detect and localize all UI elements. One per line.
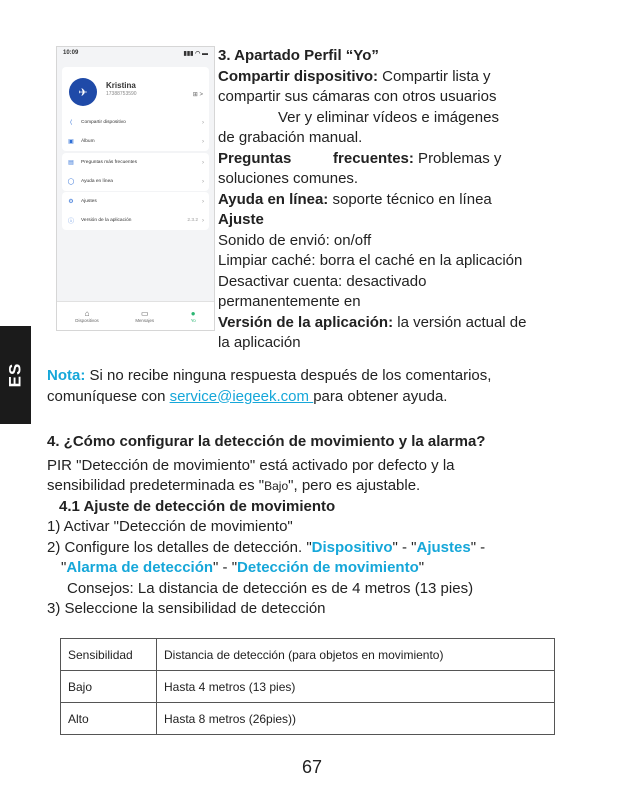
menu-item-label: Versión de la aplicación (81, 218, 132, 223)
text: " - (470, 538, 486, 556)
text: " - " (213, 559, 238, 576)
note-line-1 (47, 366, 607, 387)
album-text-2: de grabación manual. (218, 129, 363, 146)
status-icons: ▮▮▮ ◠ ▬ (183, 51, 208, 57)
table-row (61, 703, 555, 735)
app-version-value: 2.3.2 (187, 218, 198, 223)
faq-text-2: soluciones comunes. (218, 170, 359, 187)
share-text-2: compartir sus cámaras con otros usuarios (218, 88, 497, 105)
menu-item-label: Álbum (81, 139, 95, 144)
album-icon: ▣ (68, 139, 74, 145)
menu-item-label: Ayuda en línea (81, 179, 113, 184)
help-text: soporte técnico en línea (328, 190, 492, 208)
share-icon: ⟨ (69, 120, 73, 126)
menu-item-label: Ajustes (81, 199, 97, 204)
path-alarma: Alarma de detección (66, 559, 214, 576)
chevron-right-icon: › (202, 119, 204, 126)
default-sensitivity: Bajo (264, 479, 289, 493)
bottom-tab-bar (57, 301, 214, 330)
section-4-line-2 (47, 476, 607, 497)
profile-id: 17388753590 (106, 91, 137, 97)
chevron-right-icon: › (202, 198, 204, 205)
qr-code-icon[interactable]: ⊞ > (192, 92, 203, 98)
share-label: Compartir dispositivo: (218, 67, 379, 85)
step-2 (47, 538, 607, 559)
support-email-link[interactable]: service@iegeek.com (169, 387, 314, 405)
album-text: Ver y eliminar vídeos e imágenes (278, 108, 499, 126)
version-text-2: la aplicación (218, 334, 301, 351)
section-4 (47, 432, 607, 620)
chevron-right-icon: › (202, 159, 204, 166)
note-text: Si no recibe ninguna respuesta después de los comentarios, (85, 367, 492, 384)
share-text: Compartir lista y (378, 67, 491, 85)
version-label: Versión de la aplicación: (218, 313, 394, 331)
text: ", pero es ajustable. (288, 477, 421, 494)
text: " (418, 559, 425, 576)
table-row (61, 671, 555, 703)
section-3-title: 3. Apartado Perfil “Yo” (218, 47, 379, 64)
version-text: la versión actual de (393, 313, 527, 331)
menu-group-help (62, 153, 209, 191)
menu-group-settings (62, 192, 209, 230)
table-cell: Alto (61, 703, 157, 735)
tab-label: Mensajes (135, 318, 155, 323)
text: " (61, 559, 67, 576)
note-line-2 (47, 387, 607, 408)
info-icon: ⓘ (67, 219, 74, 225)
text: 2) Configure los detalles de detección. " (47, 538, 312, 556)
step-3: 3) Seleccione la sensibilidad de detección (47, 600, 326, 617)
settings-line: Limpiar caché: borra el caché en la aplicación (218, 252, 523, 269)
chevron-right-icon: › (202, 138, 204, 145)
phone-screenshot (56, 46, 215, 331)
settings-line: Sonido de envió: on/off (218, 231, 372, 249)
language-label: ES (5, 362, 25, 388)
section-3-text (218, 46, 608, 354)
faq-text: Problemas y (413, 149, 502, 167)
text: sensibilidad predeterminada es " (47, 477, 265, 494)
settings-line: Desactivar cuenta: desactivado (218, 272, 427, 290)
settings-heading: Ajuste (218, 211, 264, 228)
faq-description (218, 149, 608, 170)
menu-item-faq[interactable] (62, 153, 209, 172)
avatar: ✈ (69, 78, 97, 106)
device-icon: ⌂ (84, 309, 90, 318)
tab-messages[interactable] (135, 309, 154, 323)
profile-name: Kristina (106, 81, 136, 90)
tab-label: Dispositivos (75, 318, 99, 323)
note-text: para obtener ayuda. (313, 387, 448, 405)
menu-item-app-version[interactable] (62, 211, 209, 230)
chevron-right-icon: › (202, 178, 204, 185)
message-icon: ▭ (140, 309, 149, 318)
status-time: 10:09 (63, 50, 79, 56)
tip: Consejos: La distancia de detección es de 4 metros (13 pies) (67, 579, 474, 597)
faq-label: Preguntas frecuentes: (218, 149, 414, 167)
tab-profile[interactable] (191, 309, 196, 323)
path-deteccion: Detección de movimiento (237, 559, 419, 576)
language-tab (0, 326, 31, 424)
menu-item-settings[interactable] (62, 192, 209, 211)
note-label: Nota: (47, 367, 86, 384)
table-cell: Hasta 4 metros (13 pies) (157, 671, 555, 703)
path-dispositivo: Dispositivo (311, 538, 393, 556)
help-label: Ayuda en línea: (218, 190, 329, 208)
step-1: 1) Activar "Detección de movimiento" (47, 518, 293, 535)
tab-label: Yo (190, 318, 196, 323)
sensitivity-table (60, 638, 555, 735)
page-number: 67 (301, 757, 323, 777)
step-2-continued (47, 558, 607, 579)
settings-icon: ⚙ (68, 199, 74, 205)
section-4-line-1: PIR "Detección de movimiento" está activado por defecto y la (47, 456, 455, 474)
chevron-right-icon: › (202, 217, 204, 224)
table-header: Distancia de detección (para objetos en movimiento) (157, 639, 555, 671)
help-icon: ◯ (67, 179, 75, 185)
menu-item-album[interactable] (62, 132, 209, 151)
menu-item-label: Compartir dispositivo (81, 120, 126, 125)
note-block (47, 366, 607, 407)
table-header-row (61, 639, 555, 671)
help-description (218, 190, 608, 211)
menu-group-share (62, 113, 209, 151)
table-cell: Bajo (61, 671, 157, 703)
profile-icon: ● (190, 309, 196, 318)
menu-item-online-help[interactable] (62, 172, 209, 191)
section-4-1-title: 4.1 Ajuste de detección de movimiento (59, 497, 336, 515)
tab-devices[interactable] (75, 309, 98, 323)
faq-icon: ▤ (68, 160, 74, 166)
share-description (218, 67, 608, 88)
section-4-title: 4. ¿Cómo configurar la detección de movimiento y la alarma? (47, 433, 486, 450)
path-ajustes: Ajustes (416, 538, 471, 556)
settings-line: permanentemente en (218, 293, 361, 310)
menu-item-share[interactable] (62, 113, 209, 132)
menu-item-label: Preguntas más frecuentes (81, 160, 137, 165)
version-description (218, 313, 608, 334)
status-bar (63, 50, 208, 57)
note-text: comuníquese con (47, 387, 170, 405)
table-cell: Hasta 8 metros (26pies)) (157, 703, 555, 735)
text: " - " (392, 538, 417, 556)
table-header: Sensibilidad (61, 639, 157, 671)
